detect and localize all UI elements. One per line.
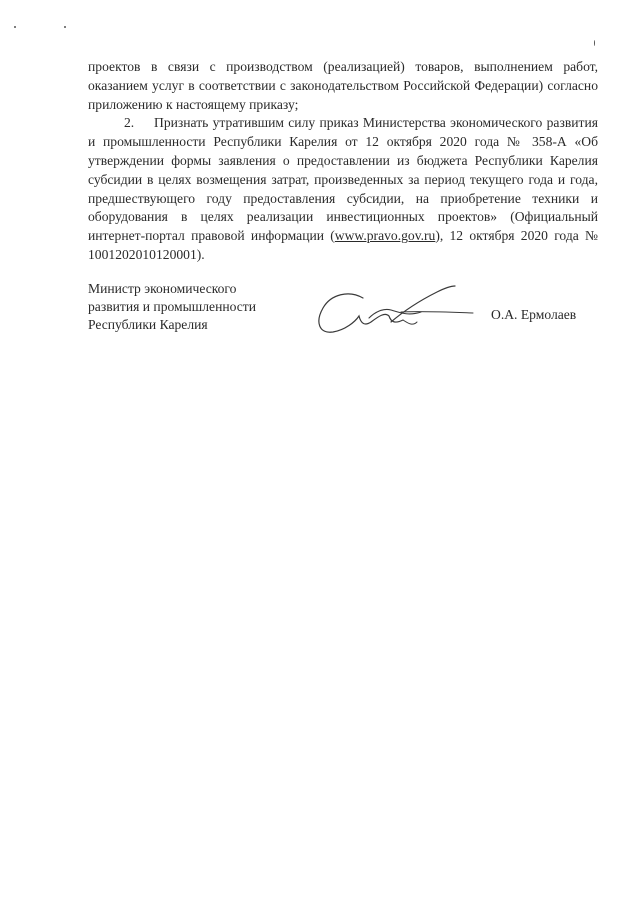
paragraph-continuation: проектов в связи с производством (реализацией) товаров, выполнением работ, оказанием услуг в соответствии с законодательством Российской Федерации) согласно приложению к настоящему приказу;: [88, 59, 598, 112]
position-line: Республики Карелия: [88, 317, 208, 332]
scan-speck: [14, 26, 16, 28]
signatory-position: [88, 280, 308, 334]
item-number: 2.: [124, 115, 135, 131]
paragraph-text-end: ), 12 октября 2020 года № 1001202010120001).: [88, 228, 598, 262]
pravo-link[interactable]: www.pravo.gov.ru: [334, 228, 436, 244]
position-line: Министр экономического: [88, 281, 237, 296]
document-body: [88, 58, 598, 265]
paragraph-text: Признать утратившим силу приказ Министерства экономического развития и промышленности Республики Карелия от 12 октября 2020 года № 358-А «Об утверждении формы заявления о предоставлении из бюджета Республики Карелия субсидии в целях возмещения затрат, произведенных за период текущего года и года, предшествующего году предоставления субсидии, на приобретение техники и оборудования в целях реализации инвестиционных проектов» (Официальный интернет-портал правовой информации (: [88, 115, 598, 244]
handwritten-signature: [305, 272, 475, 342]
scan-speck: [594, 40, 595, 46]
scan-speck: [64, 26, 66, 28]
paragraph-item-2: [88, 114, 598, 264]
position-line: развития и промышленности: [88, 299, 256, 314]
signer-name: О.А. Ермолаев: [491, 307, 577, 322]
